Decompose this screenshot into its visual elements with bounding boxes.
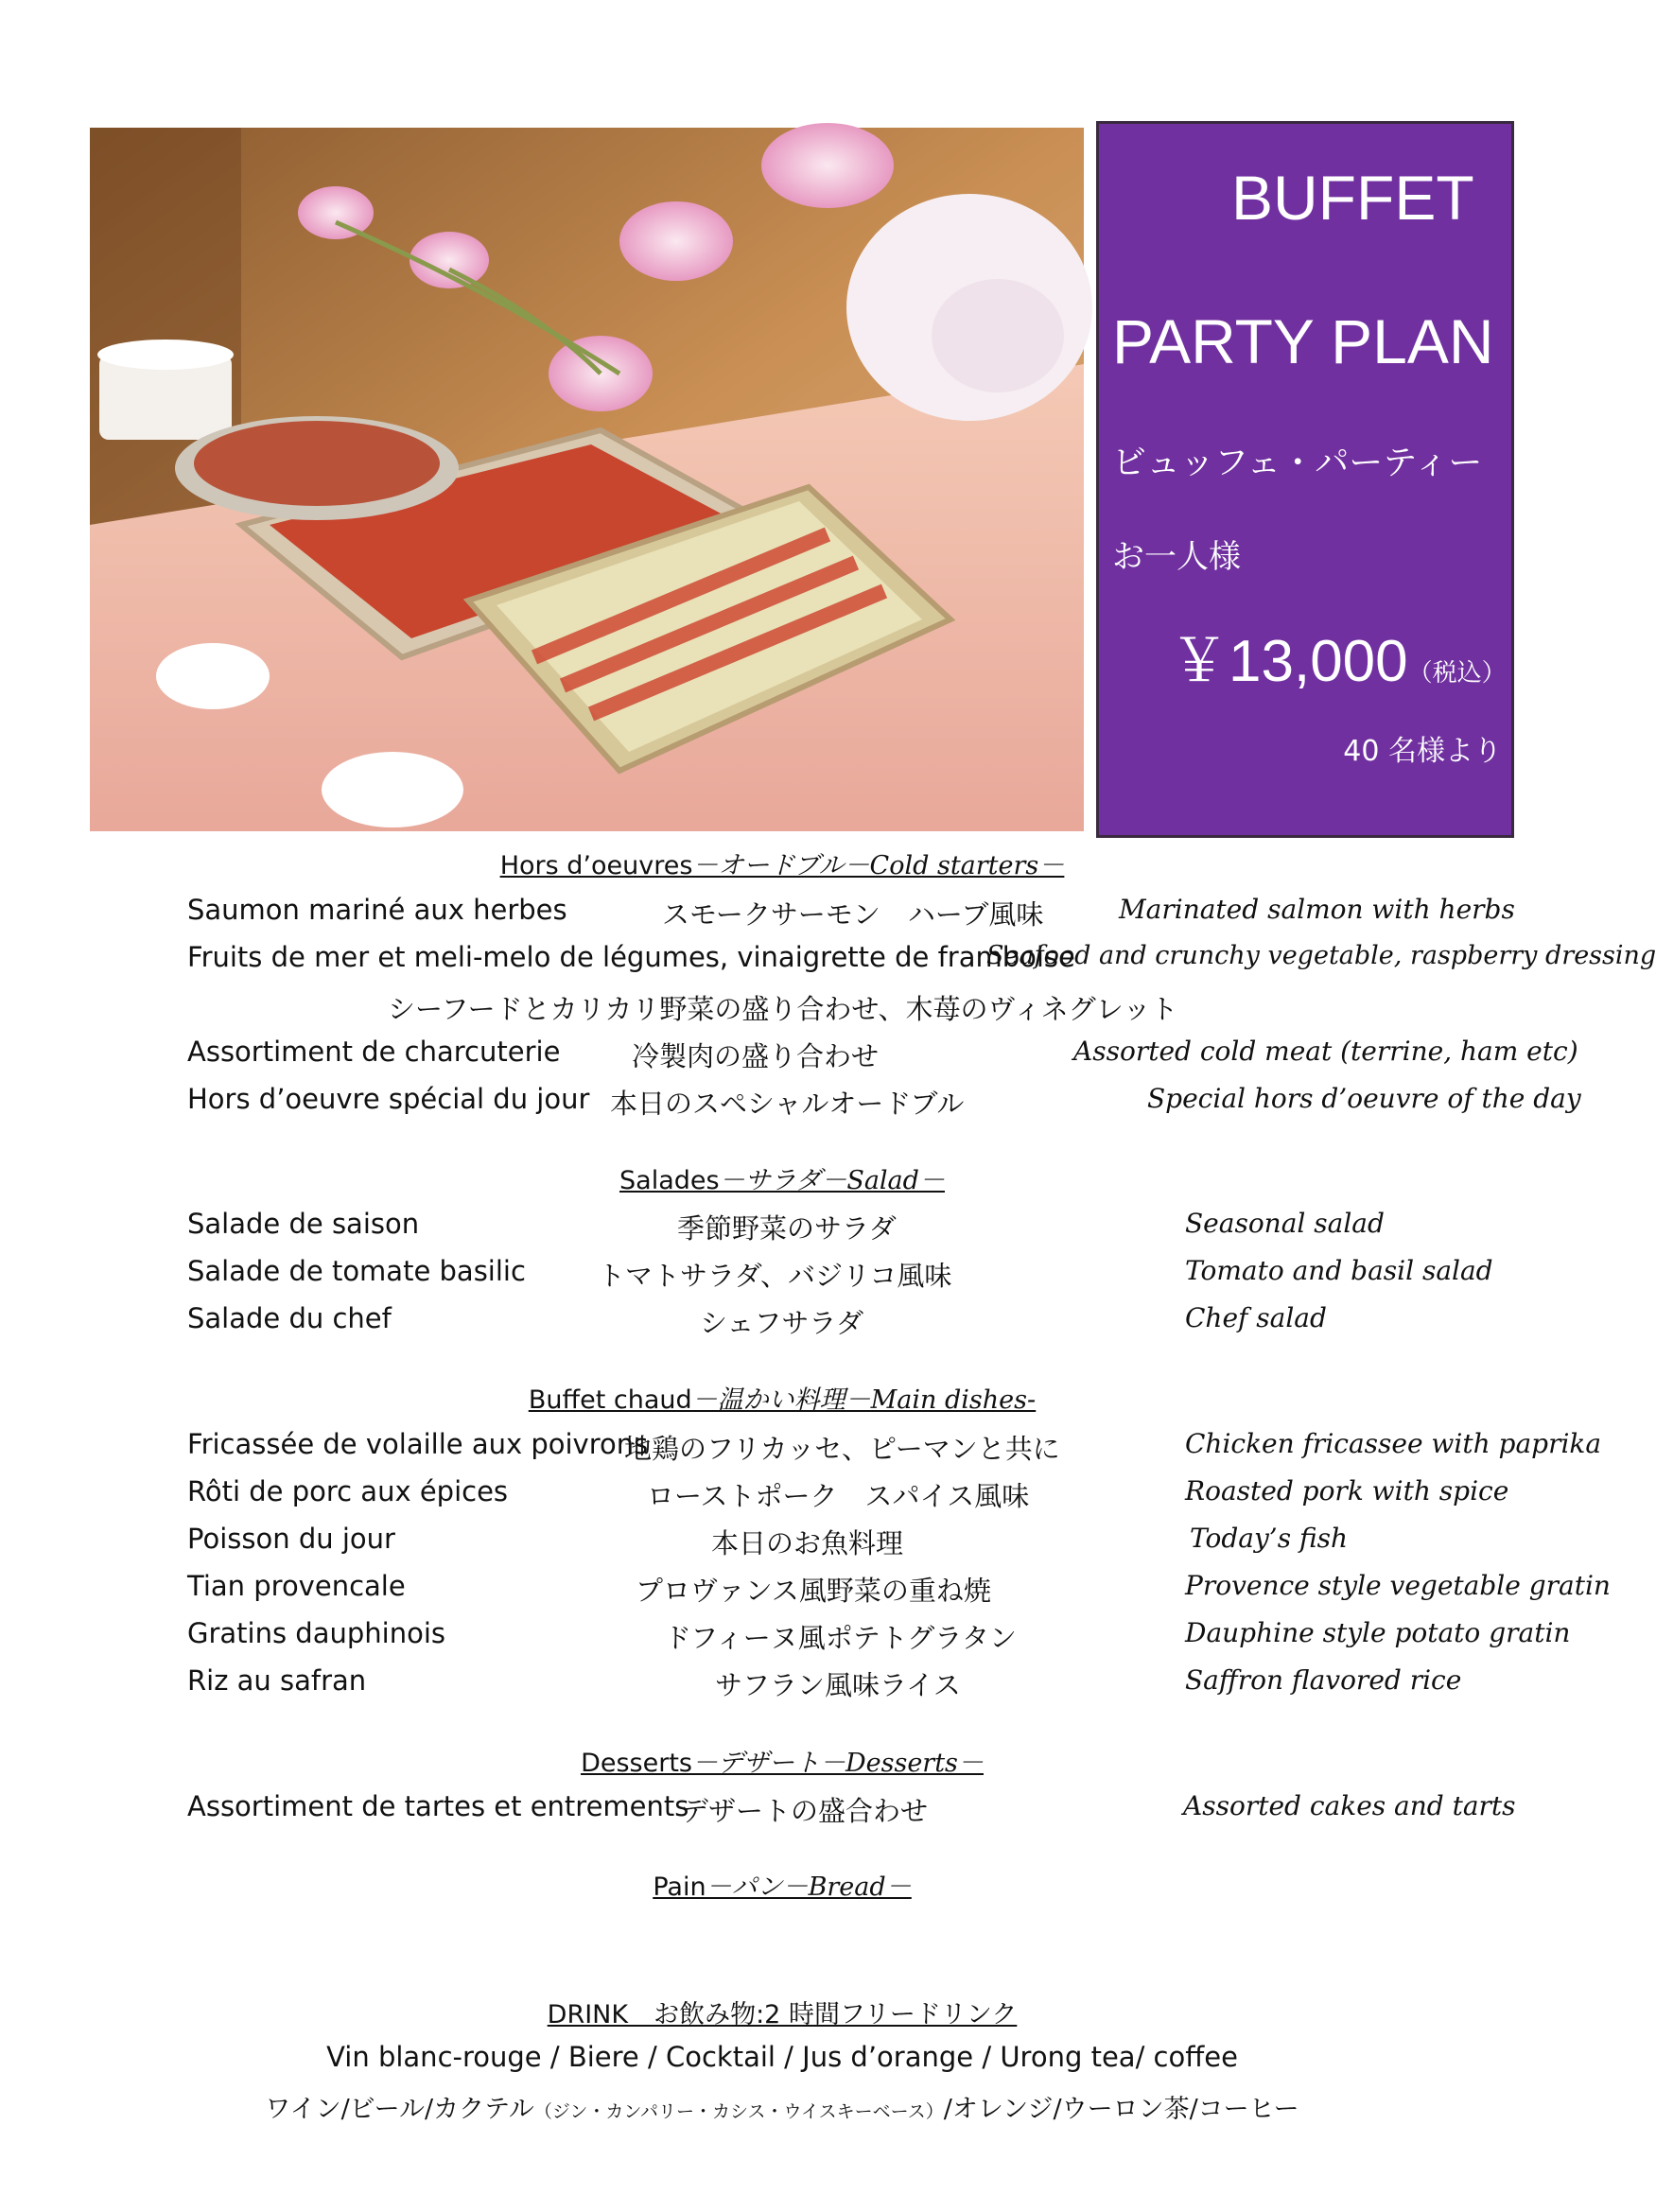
menu-item-jp: シェフサラダ — [700, 1307, 864, 1339]
menu-item-en: Roasted pork with spice — [1185, 1475, 1509, 1507]
menu-item-en: Today’s fish — [1190, 1523, 1349, 1554]
menu-item-en: Dauphine style potato gratin — [1185, 1617, 1571, 1648]
menu-item-jp: 季節野菜のサラダ — [677, 1212, 897, 1245]
menu-item-fr: Hors d’oeuvre spécial du jour — [187, 1083, 590, 1115]
drink-list-french: Vin blanc-rouge / Biere / Cocktail / Jus d’orange / Urong tea/ coffee — [326, 2041, 1238, 2073]
drink-list-japanese — [0, 2088, 1564, 2125]
tax-note: （税込） — [1407, 658, 1507, 687]
menu-item-fr: Assortiment de charcuterie — [187, 1036, 561, 1068]
menu-item-en: Seasonal salad — [1185, 1208, 1385, 1239]
heading-en: Cold starters — [869, 851, 1039, 880]
heading-tail: － — [1038, 851, 1065, 880]
menu-item-jp: 地鶏のフリカッセ、ピーマンと共に — [624, 1433, 1060, 1465]
menu-item-jp: 本日のお魚料理 — [711, 1527, 904, 1559]
menu-item-en: Assorted cold meat (terrine, ham etc) — [1073, 1036, 1578, 1067]
heading-jp: －パン－ — [706, 1872, 809, 1902]
title-japanese: ビュッフェ・パーティー プラン — [1112, 444, 1619, 482]
per-person-label: お一人様 — [1112, 538, 1241, 576]
heading-jp: －温かい料理－ — [691, 1385, 871, 1415]
menu-item-en: Tomato and basil salad — [1185, 1255, 1493, 1286]
heading-fr: Salades — [619, 1166, 720, 1195]
price-value: ￥13,000 — [1170, 629, 1408, 694]
menu-item-fr: Salade de tomate basilic — [187, 1255, 526, 1287]
menu-item-fr: Rôti de porc aux épices — [187, 1475, 509, 1507]
menu-item-jp: サフラン風味ライス — [715, 1669, 961, 1701]
title-buffet: BUFFET — [1231, 163, 1474, 233]
menu-item-jp: ドフィーヌ風ポテトグラタン — [664, 1622, 1017, 1654]
heading-fr: Buffet chaud — [528, 1385, 692, 1415]
heading-fr: Hors d’oeuvres — [499, 851, 693, 880]
heading-jp: －オードブル－ — [692, 851, 870, 880]
section-hors-doeuvres-heading — [0, 845, 1564, 881]
menu-item-en: Saffron flavored rice — [1185, 1664, 1462, 1696]
menu-item-fr: Salade de saison — [187, 1208, 420, 1240]
heading-en: Main dishes- — [870, 1385, 1037, 1415]
heading-fr: Desserts — [581, 1749, 692, 1778]
drink-list-jp-b: （ジン・カンパリー・カシス・ウイスキーベース） — [533, 2101, 944, 2122]
drink-title: DRINK お飲み物:2 時間フリードリンク — [547, 2000, 1018, 2029]
menu-item-en: Special hors d’oeuvre of the day — [1147, 1083, 1581, 1114]
menu-item-fr: Riz au safran — [187, 1664, 367, 1697]
menu-item-fr: Fruits de mer et meli-melo de légumes, vinaigrette de framboise — [187, 941, 1075, 973]
menu-item-jp: 冷製肉の盛り合わせ — [632, 1040, 880, 1072]
menu-item-en: Provence style vegetable gratin — [1185, 1570, 1611, 1601]
menu-item-jp: シーフードとカリカリ野菜の盛り合わせ、木苺のヴィネグレット — [388, 993, 1178, 1025]
menu-item-jp: トマトサラダ、バジリコ風味 — [598, 1260, 952, 1292]
menu-item-fr: Assortiment de tartes et entrements — [187, 1790, 689, 1822]
section-buffet-chaud-heading — [0, 1379, 1564, 1416]
plan-panel — [1096, 121, 1619, 838]
menu-item-en: Seafood and crunchy vegetable, raspberry dressing — [986, 941, 1656, 970]
menu-item-jp: デザートの盛合わせ — [681, 1795, 929, 1827]
menu-item-en: Chef salad — [1185, 1302, 1327, 1333]
heading-tail: － — [918, 1166, 945, 1195]
minimum-guests: 40 名様より — [1343, 735, 1502, 768]
menu-item-jp: プロヴァンス風野菜の重ね焼 — [636, 1575, 991, 1607]
heading-jp: －デザート－ — [691, 1749, 845, 1778]
buffet-photo — [90, 128, 1084, 831]
section-salades-heading — [0, 1159, 1564, 1196]
heading-en: Bread — [808, 1872, 886, 1902]
heading-en: Salad — [846, 1166, 919, 1195]
menu-item-fr: Poisson du jour — [187, 1523, 395, 1555]
section-pain-heading — [0, 1866, 1564, 1903]
heading-en: Desserts — [845, 1749, 958, 1778]
drink-list-jp-a: ワイン/ビール/カクテル — [265, 2095, 534, 2124]
menu-item-fr: Fricassée de volaille aux poivrons — [187, 1428, 649, 1460]
menu-item-fr: Salade du chef — [187, 1302, 392, 1334]
heading-tail: － — [885, 1872, 912, 1902]
menu-item-en: Marinated salmon with herbs — [1119, 894, 1515, 925]
menu-item-jp: ローストポーク スパイス風味 — [647, 1480, 1030, 1512]
menu-item-fr: Tian provencale — [187, 1570, 406, 1602]
menu-item-fr: Gratins dauphinois — [187, 1617, 445, 1649]
menu-item-fr: Saumon mariné aux herbes — [187, 894, 567, 926]
heading-tail: － — [957, 1749, 984, 1778]
drink-heading — [0, 1994, 1564, 2030]
drink-list-jp-c: /オレンジ/ウーロン茶/コーヒー — [943, 2095, 1299, 2124]
heading-jp: －サラダ－ — [719, 1166, 847, 1195]
menu-item-jp: 本日のスペシャルオードブル — [610, 1088, 965, 1120]
title-party-plan: PARTY PLAN — [1112, 306, 1494, 376]
menu-item-jp: スモークサーモン ハーブ風味 — [662, 898, 1044, 931]
heading-fr: Pain — [653, 1872, 706, 1902]
section-desserts-heading — [0, 1742, 1564, 1779]
menu-item-en: Chicken fricassee with paprika — [1185, 1428, 1602, 1459]
price — [1170, 614, 1507, 698]
menu-item-en: Assorted cakes and tarts — [1183, 1790, 1516, 1821]
